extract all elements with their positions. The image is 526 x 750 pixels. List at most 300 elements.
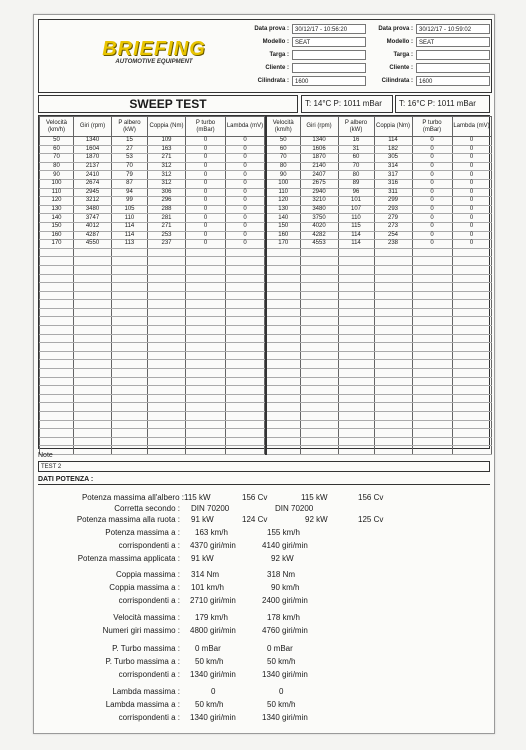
- table-row-empty: [266, 334, 491, 343]
- table-cell: 130: [266, 205, 300, 214]
- table-cell: [74, 334, 112, 343]
- table-cell: [374, 360, 412, 369]
- table-cell: [186, 343, 226, 352]
- table-cell: 0: [226, 154, 265, 163]
- table-cell: 0: [226, 214, 265, 223]
- table-cell: [226, 317, 265, 326]
- table-cell: [112, 257, 148, 266]
- table-header-row: [266, 117, 491, 137]
- table-cell: [186, 248, 226, 257]
- table-row-empty: [266, 300, 491, 309]
- table-cell: [374, 300, 412, 309]
- table-cell: [300, 291, 338, 300]
- value: 163 km/h: [195, 528, 228, 537]
- table-cell: [266, 403, 300, 412]
- table-cell: 0: [412, 197, 452, 206]
- table-cell: 101: [338, 197, 374, 206]
- value: 314 Nm: [191, 570, 220, 579]
- table-cell: [74, 317, 112, 326]
- table-cell: 1604: [74, 145, 112, 154]
- table-cell: [412, 283, 452, 292]
- field-cliente: [292, 63, 366, 73]
- table-cell: [148, 351, 186, 360]
- table-cell: 0: [412, 137, 452, 146]
- table-cell: 0: [412, 154, 452, 163]
- table-row-empty: [266, 446, 491, 455]
- table-cell: [112, 248, 148, 257]
- table-cell: [300, 412, 338, 421]
- table-cell: 140: [40, 214, 74, 223]
- value: 4140 giri/min: [262, 541, 308, 550]
- table-cell: [452, 437, 491, 446]
- table-cell: 0: [226, 197, 265, 206]
- page-title: SWEEP TEST: [38, 95, 298, 113]
- table-cell: 0: [412, 214, 452, 223]
- label-max-lambda: Lambda massima :: [112, 687, 180, 696]
- table-cell: [186, 437, 226, 446]
- table-cell: [40, 248, 74, 257]
- table-cell: 50: [40, 137, 74, 146]
- table-cell: [412, 248, 452, 257]
- table-cell: [226, 326, 265, 335]
- table-cell: 110: [338, 214, 374, 223]
- label-max-speed: Velocità massima :: [113, 613, 180, 622]
- table-cell: 90: [40, 171, 74, 180]
- table-cell: [186, 274, 226, 283]
- table-cell: [186, 257, 226, 266]
- table-row-empty: [266, 437, 491, 446]
- table-cell: [226, 351, 265, 360]
- table-cell: [374, 291, 412, 300]
- table-cell: 0: [186, 137, 226, 146]
- value: 0: [279, 687, 284, 696]
- table-cell: 0: [452, 137, 491, 146]
- table-cell: [266, 326, 300, 335]
- table-cell: [112, 394, 148, 403]
- note-text: TEST 2: [38, 461, 490, 472]
- table-cell: [148, 248, 186, 257]
- table-cell: [374, 351, 412, 360]
- table-cell: 15: [112, 137, 148, 146]
- table-cell: [412, 437, 452, 446]
- table-cell: [186, 420, 226, 429]
- table-cell: 0: [226, 205, 265, 214]
- table-cell: [112, 334, 148, 343]
- table-cell: [338, 300, 374, 309]
- table-row-empty: [40, 291, 265, 300]
- table-cell: [412, 274, 452, 283]
- table-row-empty: [40, 248, 265, 257]
- table-cell: [148, 386, 186, 395]
- table-cell: [40, 274, 74, 283]
- table-row: [266, 231, 491, 240]
- table-row-empty: [40, 446, 265, 455]
- table-cell: 0: [186, 162, 226, 171]
- label-max-applied-power: Potenza massima applicata :: [77, 554, 180, 563]
- table-cell: [148, 300, 186, 309]
- table-cell: 114: [112, 222, 148, 231]
- table-cell: 3480: [74, 205, 112, 214]
- sweep-tables: [38, 115, 490, 449]
- table-cell: [412, 429, 452, 438]
- table-row: [266, 154, 491, 163]
- brand-name: BRIEFING: [102, 38, 206, 60]
- table-cell: 0: [226, 137, 265, 146]
- table-cell: 2675: [300, 179, 338, 188]
- table-cell: 0: [186, 145, 226, 154]
- table-cell: [112, 403, 148, 412]
- table-cell: [226, 283, 265, 292]
- table-cell: [412, 446, 452, 455]
- table-cell: [226, 369, 265, 378]
- table-cell: 160: [266, 231, 300, 240]
- brand-subtitle: AUTOMOTIVE EQUIPMENT: [115, 59, 193, 65]
- label-modello: Modello :: [262, 38, 289, 45]
- col-header: P albero (kW): [112, 117, 148, 137]
- table-cell: [112, 386, 148, 395]
- table-cell: 4553: [300, 240, 338, 249]
- table-cell: 1870: [300, 154, 338, 163]
- col-header: Lambda (mV): [452, 117, 491, 137]
- table-cell: [74, 437, 112, 446]
- table-cell: [300, 283, 338, 292]
- table-cell: [74, 420, 112, 429]
- table-cell: [452, 283, 491, 292]
- table-cell: 0: [186, 231, 226, 240]
- table-cell: 27: [112, 145, 148, 154]
- table-row: [40, 154, 265, 163]
- table-cell: [452, 377, 491, 386]
- table-cell: [300, 317, 338, 326]
- table-cell: [338, 394, 374, 403]
- table-cell: 317: [374, 171, 412, 180]
- table-cell: 70: [112, 162, 148, 171]
- report-page: [33, 14, 495, 734]
- table-row-empty: [40, 403, 265, 412]
- table-cell: [40, 283, 74, 292]
- table-cell: 70: [338, 162, 374, 171]
- table-cell: [148, 308, 186, 317]
- table-cell: 254: [374, 231, 412, 240]
- table-cell: [226, 360, 265, 369]
- table-cell: [40, 360, 74, 369]
- table-cell: [112, 369, 148, 378]
- table-row-empty: [40, 326, 265, 335]
- table-cell: 105: [112, 205, 148, 214]
- table-cell: [452, 429, 491, 438]
- table-cell: 89: [338, 179, 374, 188]
- table-cell: [452, 369, 491, 378]
- table-cell: [40, 351, 74, 360]
- table-cell: 170: [266, 240, 300, 249]
- table-cell: [452, 412, 491, 421]
- table-row-empty: [266, 360, 491, 369]
- field-modello: SEAT: [292, 37, 366, 47]
- table-cell: 70: [40, 154, 74, 163]
- table-cell: [300, 429, 338, 438]
- value: 0: [211, 687, 216, 696]
- table-row-empty: [40, 300, 265, 309]
- table-row-empty: [266, 403, 491, 412]
- table-row-empty: [266, 317, 491, 326]
- table-cell: [374, 446, 412, 455]
- table-row-empty: [266, 291, 491, 300]
- label-max-rpm: Numeri giri massimo :: [102, 626, 180, 635]
- table-cell: 316: [374, 179, 412, 188]
- table-cell: [186, 308, 226, 317]
- value: DIN 70200: [275, 504, 314, 513]
- conditions-left: T: 14°C P: 1011 mBar: [301, 95, 393, 113]
- table-row-empty: [40, 265, 265, 274]
- label-max-torque: Coppia massima :: [115, 570, 180, 579]
- table-row-empty: [40, 351, 265, 360]
- table-cell: 0: [226, 240, 265, 249]
- table-cell: [186, 446, 226, 455]
- table-cell: 90: [266, 171, 300, 180]
- table-cell: [74, 265, 112, 274]
- table-cell: 2674: [74, 179, 112, 188]
- table-cell: [452, 420, 491, 429]
- table-row: [266, 171, 491, 180]
- table-row: [40, 188, 265, 197]
- field-cilindrata: 1600: [416, 76, 490, 86]
- table-cell: [266, 429, 300, 438]
- table-cell: [266, 248, 300, 257]
- table-row-empty: [40, 283, 265, 292]
- table-cell: [266, 317, 300, 326]
- table-cell: [300, 274, 338, 283]
- table-cell: 120: [266, 197, 300, 206]
- label-max-torque-at: Coppia massima a :: [109, 583, 180, 592]
- value: 50 km/h: [195, 700, 224, 709]
- table-cell: [40, 429, 74, 438]
- table-cell: [300, 351, 338, 360]
- table-cell: 299: [374, 197, 412, 206]
- table-cell: [452, 265, 491, 274]
- table-cell: [266, 257, 300, 266]
- table-row-empty: [266, 308, 491, 317]
- table-row-empty: [40, 394, 265, 403]
- table-cell: [148, 317, 186, 326]
- table-cell: 16: [338, 137, 374, 146]
- table-cell: [74, 403, 112, 412]
- table-cell: 0: [412, 179, 452, 188]
- table-cell: 0: [412, 171, 452, 180]
- table-cell: [186, 394, 226, 403]
- table-cell: [374, 265, 412, 274]
- table-cell: [338, 291, 374, 300]
- table-row-empty: [266, 369, 491, 378]
- table-cell: 306: [148, 188, 186, 197]
- table-cell: 100: [40, 179, 74, 188]
- table-cell: [112, 326, 148, 335]
- col-header: P albero (kW): [338, 117, 374, 137]
- table-cell: [148, 283, 186, 292]
- table-cell: [266, 291, 300, 300]
- table-cell: 2137: [74, 162, 112, 171]
- table-cell: [186, 317, 226, 326]
- table-cell: [338, 360, 374, 369]
- brand-logo: [99, 38, 209, 65]
- table-cell: [74, 360, 112, 369]
- table-cell: [186, 334, 226, 343]
- table-cell: 2410: [74, 171, 112, 180]
- table-cell: 79: [112, 171, 148, 180]
- table-cell: 0: [452, 231, 491, 240]
- table-cell: 0: [452, 162, 491, 171]
- label-targa: Targa :: [269, 51, 289, 58]
- table-cell: 2945: [74, 188, 112, 197]
- table-cell: 4550: [74, 240, 112, 249]
- table-row-empty: [266, 351, 491, 360]
- value: 92 kW: [271, 554, 294, 563]
- table-cell: [74, 291, 112, 300]
- value: 1340 giri/min: [262, 670, 308, 679]
- table-cell: [412, 360, 452, 369]
- label-cliente: Cliente :: [265, 64, 289, 71]
- col-header: Coppia (Nm): [148, 117, 186, 137]
- table-cell: [40, 308, 74, 317]
- table-cell: 0: [186, 179, 226, 188]
- label-cliente: Cliente :: [389, 64, 413, 71]
- table-cell: 0: [186, 197, 226, 206]
- label-corresponding: corrispondenti a :: [118, 670, 180, 679]
- table-row-empty: [40, 420, 265, 429]
- table-cell: [226, 300, 265, 309]
- table-cell: 114: [338, 231, 374, 240]
- table-cell: [112, 274, 148, 283]
- table-cell: 87: [112, 179, 148, 188]
- field-data-prova: 30/12/17 - 10:59:02: [416, 24, 490, 34]
- table-cell: [412, 420, 452, 429]
- table-cell: [266, 386, 300, 395]
- col-header: Velocità (km/h): [266, 117, 300, 137]
- table-cell: 114: [112, 231, 148, 240]
- table-row-empty: [266, 429, 491, 438]
- table-cell: [300, 386, 338, 395]
- table-cell: [300, 308, 338, 317]
- table-cell: [452, 300, 491, 309]
- table-cell: [74, 283, 112, 292]
- table-cell: [186, 291, 226, 300]
- table-row-empty: [40, 437, 265, 446]
- table-cell: 253: [148, 231, 186, 240]
- table-cell: [148, 377, 186, 386]
- table-cell: [226, 412, 265, 421]
- label-corresponding: corrispondenti a :: [118, 596, 180, 605]
- value: 156 Cv: [358, 493, 384, 502]
- table-cell: [74, 429, 112, 438]
- table-cell: [452, 257, 491, 266]
- table-cell: 0: [452, 179, 491, 188]
- table-cell: [186, 360, 226, 369]
- table-cell: 0: [412, 231, 452, 240]
- table-cell: [412, 308, 452, 317]
- value: 156 Cv: [242, 493, 268, 502]
- table-row-empty: [266, 274, 491, 283]
- table-cell: [112, 420, 148, 429]
- table-row: [266, 214, 491, 223]
- test-info-left: [241, 22, 366, 87]
- table-cell: [186, 429, 226, 438]
- table-row: [266, 197, 491, 206]
- value: 115 kW: [301, 493, 328, 502]
- table-cell: [266, 446, 300, 455]
- value: 4760 giri/min: [262, 626, 308, 635]
- label-max-power-wheel: Potenza massima alla ruota :: [76, 515, 180, 524]
- table-cell: [338, 446, 374, 455]
- table-cell: 0: [452, 222, 491, 231]
- table-cell: [412, 351, 452, 360]
- table-cell: [412, 403, 452, 412]
- table-row: [266, 162, 491, 171]
- table-cell: [266, 412, 300, 421]
- table-cell: [40, 412, 74, 421]
- table-cell: [148, 257, 186, 266]
- sweep-title-bar: [38, 95, 490, 113]
- table-cell: [40, 343, 74, 352]
- table-cell: 0: [412, 205, 452, 214]
- table-cell: [374, 412, 412, 421]
- table-cell: 0: [226, 188, 265, 197]
- table-cell: 0: [452, 171, 491, 180]
- table-cell: [300, 300, 338, 309]
- table-cell: [412, 369, 452, 378]
- value: 318 Nm: [267, 570, 296, 579]
- label-max-power-at: Potenza massima a :: [105, 528, 180, 537]
- value: 1340 giri/min: [190, 670, 236, 679]
- table-cell: 2140: [300, 162, 338, 171]
- table-cell: [412, 377, 452, 386]
- table-row-empty: [266, 265, 491, 274]
- table-row-empty: [266, 412, 491, 421]
- table-row: [266, 222, 491, 231]
- table-cell: [112, 343, 148, 352]
- table-cell: 80: [266, 162, 300, 171]
- table-cell: [412, 257, 452, 266]
- value: 4370 giri/min: [190, 541, 236, 550]
- table-cell: 130: [40, 205, 74, 214]
- table-cell: 53: [112, 154, 148, 163]
- table-cell: [186, 265, 226, 274]
- value: 179 km/h: [195, 613, 228, 622]
- table-cell: [452, 248, 491, 257]
- table-cell: [148, 446, 186, 455]
- table-cell: 0: [186, 222, 226, 231]
- table-cell: [226, 446, 265, 455]
- table-cell: [452, 274, 491, 283]
- table-cell: [412, 412, 452, 421]
- table-row-empty: [40, 274, 265, 283]
- table-row-empty: [40, 334, 265, 343]
- table-cell: 296: [148, 197, 186, 206]
- table-cell: [300, 369, 338, 378]
- table-cell: [300, 394, 338, 403]
- table-cell: [374, 394, 412, 403]
- table-cell: [338, 420, 374, 429]
- label-max-turbo: P. Turbo massima :: [112, 644, 180, 653]
- table-cell: [148, 394, 186, 403]
- table-cell: 288: [148, 205, 186, 214]
- table-cell: [374, 343, 412, 352]
- table-row-empty: [40, 412, 265, 421]
- table-row-empty: [40, 317, 265, 326]
- table-cell: [300, 420, 338, 429]
- table-cell: [374, 369, 412, 378]
- table-cell: [266, 283, 300, 292]
- table-row: [40, 197, 265, 206]
- table-cell: [112, 291, 148, 300]
